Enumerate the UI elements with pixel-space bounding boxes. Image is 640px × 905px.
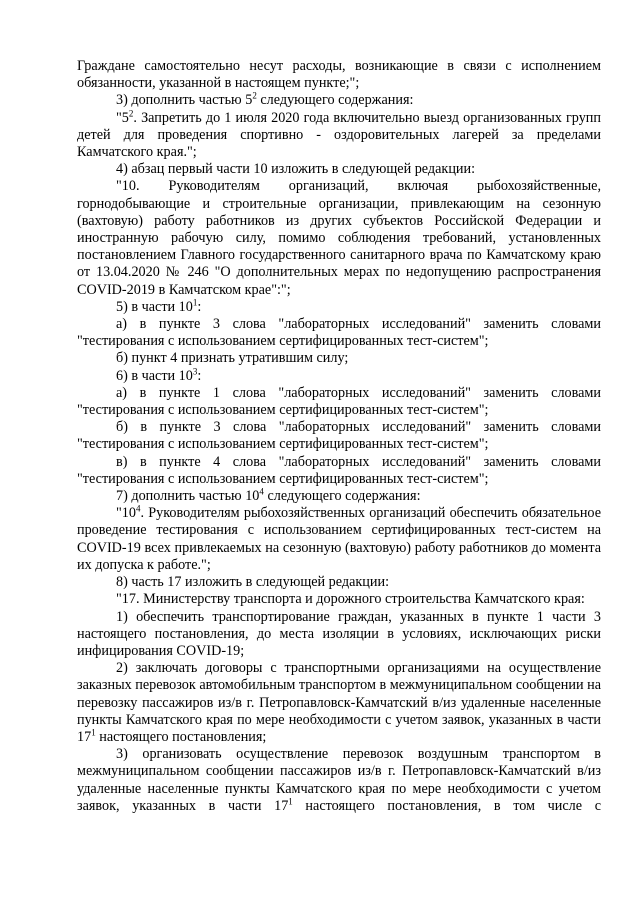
paragraph-part-17-item-1 [77, 609, 601, 661]
paragraph-item-4 [77, 161, 601, 178]
superscript: 4 [135, 503, 141, 514]
paragraph-part-5-2 [77, 107, 601, 162]
paragraph-item-7 [77, 488, 601, 505]
paragraph-text: 8) часть 17 изложить в следующей редакции: [116, 574, 390, 591]
paragraph-part-17-item-3 [77, 746, 601, 815]
paragraph-item-8 [77, 574, 601, 591]
paragraph-text: "5 [116, 109, 129, 126]
paragraph-text: б) пункт 4 признать утратившим силу; [116, 350, 349, 367]
paragraph-text: а) в пункте 1 слова "лабораторных исследований" заменить словами "тестирования с использованием сертифицированных тест-систем"; [77, 384, 601, 419]
paragraph-item-6v [77, 454, 601, 488]
paragraph-part-10-4 [77, 505, 601, 574]
paragraph-text: "10 [116, 505, 136, 522]
paragraph-item-6 [77, 365, 601, 385]
superscript: 4 [259, 486, 264, 497]
paragraph-text: "17. Министерству транспорта и дорожного строительства Камчатского края: [116, 591, 585, 608]
paragraph-text: 3) организовать осуществление перевозок воздушным транспортом в межмуниципальном сообщении пассажиров из/в г. Петропавловск-Камчатский в/из удаленные населенные пункты Камчатского края по мере необходимости с учетом заявок, указанных в части 17 [77, 746, 601, 814]
superscript: 2 [128, 107, 134, 118]
paragraph-item-5b [77, 350, 601, 367]
paragraph-text: 5) в части 10 [116, 298, 193, 315]
paragraph-text: 4) абзац первый части 10 изложить в следующей редакции: [116, 161, 476, 178]
paragraph-text: настоящего постановления; [95, 728, 267, 745]
superscript: 2 [252, 90, 257, 101]
paragraph-text: 6) в части 10 [116, 367, 193, 384]
paragraph-citizens-expenses [77, 58, 601, 92]
paragraph-text: : [197, 298, 202, 315]
superscript: 1 [91, 727, 96, 738]
paragraph-part-10 [77, 178, 601, 298]
paragraph-text: следующего содержания: [263, 488, 421, 505]
superscript: 1 [192, 297, 198, 308]
paragraph-text: Граждане самостоятельно несут расходы, возникающие в связи с исполнением обязанности, указанной в настоящем пункте;"; [77, 58, 601, 92]
paragraph-text: . Запретить до 1 июля 2020 года включительно выезд организованных групп детей для проведения спортивно - оздоровительных лагерей за пределами Камчатского края."; [77, 109, 601, 161]
paragraph-part-17 [77, 591, 601, 608]
paragraph-text: настоящего постановления, в том числе с [292, 797, 601, 814]
paragraph-item-3 [77, 92, 601, 109]
paragraph-text: "10. Руководителям организаций, включая рыбохозяйственные, горнодобывающие и строительные организации, привлекающим на сезонную (вахтовую) работу работников из других субъектов Российской Федерации и иностранную рабочую силу, помимо соблюдения требований, установленных постановлением Главного государственного санитарного врача по Камчатскому краю от 13.04.2020 № 246 "О дополнительных мерах по недопущению распространения COVID-2019 в Камчатском крае":"; [77, 178, 601, 298]
paragraph-text: 7) дополнить частью 10 [116, 488, 260, 505]
paragraph-text: : [197, 367, 202, 384]
paragraph-item-5 [77, 299, 601, 316]
paragraph-text: 1) обеспечить транспортирование граждан, указанных в пункте 1 части 3 настоящего постановления, до места изоляции в условиях, исключающих риски инфицирования COVID-19; [77, 608, 601, 659]
paragraph-item-5a [77, 316, 601, 350]
paragraph-text: 3) дополнить частью 5 [116, 92, 253, 109]
paragraph-text: а) в пункте 3 слова "лабораторных исследований" заменить словами "тестирования с использованием сертифицированных тест-систем"; [77, 316, 601, 350]
paragraph-text: б) в пункте 3 слова "лабораторных исследований" заменить словами "тестирования с использованием сертифицированных тест-систем"; [77, 419, 601, 453]
paragraph-text: в) в пункте 4 слова "лабораторных исследований" заменить словами "тестирования с использованием сертифицированных тест-систем"; [77, 453, 601, 487]
paragraph-text: следующего содержания: [256, 92, 414, 109]
document-body [77, 58, 601, 815]
paragraph-text: 2) заключать договоры с транспортными организациями на осуществление заказных перевозок автомобильным транспортом в межмуниципальном сообщении на перевозку пассажиров из/в г. Петропавловск-Камчатский в/из удаленные населенные пункты Камчатского края по мере необходимости с учетом заявок, указанных в части 17 [77, 660, 601, 745]
superscript: 1 [288, 796, 293, 806]
paragraph-part-17-item-2 [77, 660, 601, 746]
paragraph-item-6b [77, 419, 601, 453]
superscript: 3 [192, 365, 198, 376]
paragraph-text: . Руководителям рыбохозяйственных организаций обеспечить обязательное проведение тестирования с использованием сертифицированных тест-систем на COVID-19 всех привлекаемых на сезонную (вахтовую) работу работников до момента их допуска к работе."; [77, 505, 601, 573]
paragraph-item-6a [77, 385, 601, 419]
